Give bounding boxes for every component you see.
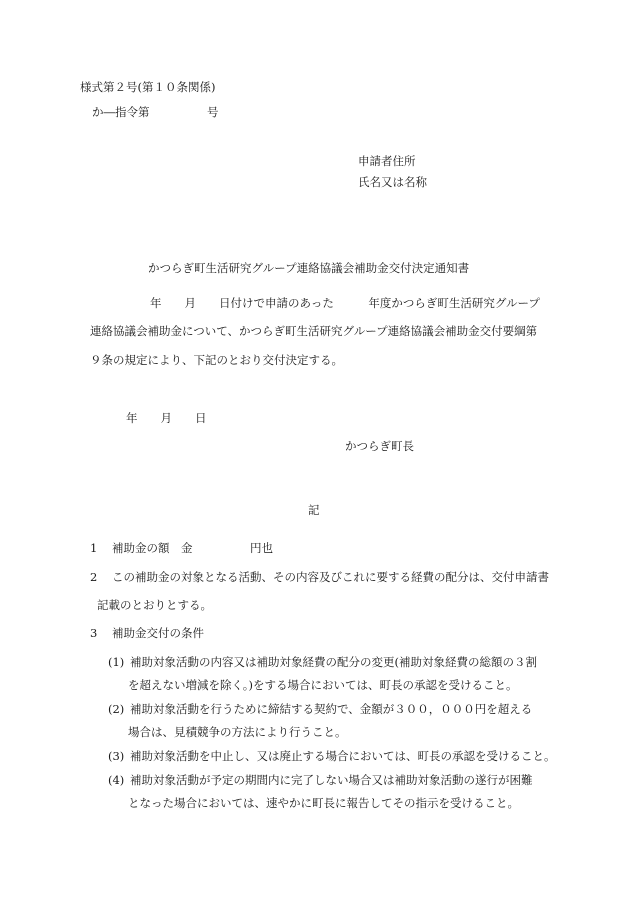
item-3 [90,628,204,640]
item-1 [90,543,273,555]
condition-text: 補助対象活動を中止し、又は廃止する場合においては、町長の承認を受けること。 [130,749,556,763]
issuer: かつらぎ町長 [345,439,414,453]
condition-1 [108,657,537,669]
ki-heading: 記 [308,503,320,517]
date-line: 年 月 日 [126,411,207,425]
item-number: 1 [90,541,98,555]
body-line-3: ９条の規定により、下記のとおり交付決定する。 [90,353,343,367]
item-number: 3 [90,626,98,640]
item-number: 2 [90,570,98,584]
condition-2 [108,704,532,716]
item-text: 補助金の額 金 円也 [112,541,273,555]
condition-3 [108,751,556,763]
condition-1-line-2: を超えない増減を除く。)をする場合においては、町長の承認を受けること。 [128,678,518,692]
condition-number: (3) [108,749,125,763]
item-text: この補助金の対象となる活動、その内容及びこれに要する経費の配分は、交付申請書 [112,570,549,584]
body-line-1: 年 月 日付けで申請のあった 年度かつらぎ町生活研究グループ [150,296,540,310]
condition-text: 補助対象活動の内容又は補助対象経費の配分の変更(補助対象経費の総額の３割 [130,655,537,669]
body-line-2: 連絡協議会補助金について、かつらぎ町生活研究グループ連絡協議会補助金交付要綱第 [90,324,538,338]
applicant-address-label: 申請者住所 [358,154,416,168]
item-2-continuation: 記載のとおりとする。 [97,598,212,612]
item-2 [90,572,549,584]
document-title: かつらぎ町生活研究グループ連絡協議会補助金交付決定通知書 [148,261,470,275]
condition-text: 補助対象活動が予定の期間内に完了しない場合又は補助対象活動の遂行が困難 [130,773,533,787]
form-number: 様式第２号(第１０条関係) [80,80,216,94]
condition-number: (2) [108,702,125,716]
condition-number: (4) [108,773,125,787]
condition-text: 補助対象活動を行うために締結する契約で、金額が３００，０００円を超える [130,702,533,716]
applicant-name-label: 氏名又は名称 [358,175,427,189]
condition-4-line-2: となった場合においては、速やかに町長に報告してその指示を受けること。 [128,796,519,810]
item-text: 補助金交付の条件 [112,626,204,640]
condition-2-line-2: 場合は、見積競争の方法により行うこと。 [128,725,347,739]
condition-4 [108,775,533,787]
directive-number: か―指令第 号 [92,105,219,119]
condition-number: (1) [108,655,125,669]
